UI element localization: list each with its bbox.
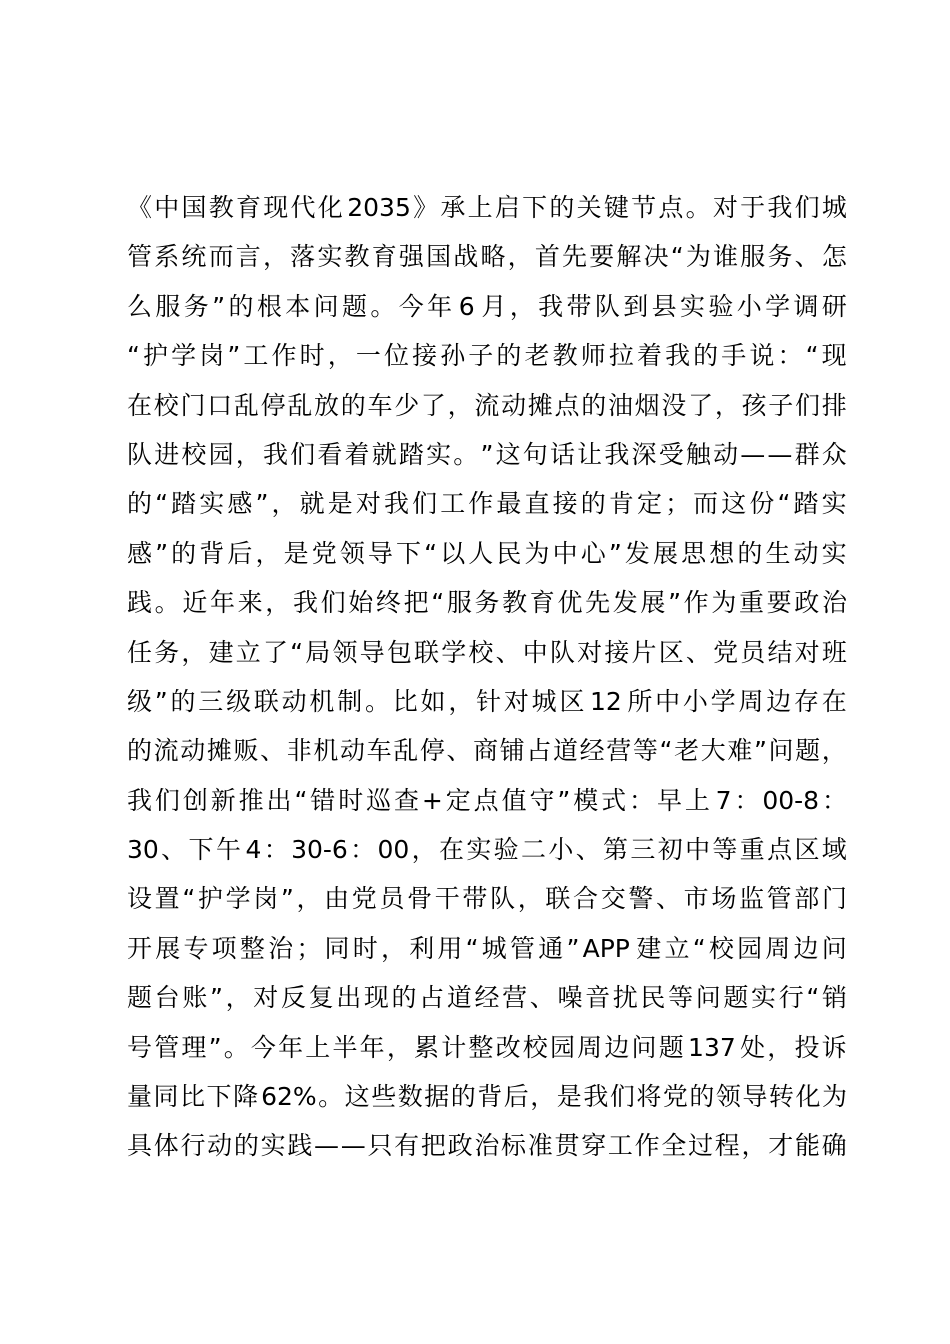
text-line: 践 。 近 年 来 ， 我 们 始 终 把 “ 服 务 教 育 优 先 发 展 ” 作 为 重 要 政 治 <box>127 588 847 618</box>
text-line: 号 管 理 ” 。 今 年 上 半 年 ， 累 计 整 改 校 园 周 边 问 题 137 处 ， 投 诉 <box>127 1032 847 1062</box>
text-line: 管 系 统 而 言 ， 落 实 教 育 强 国 战 略 ， 首 先 要 解 决 “ 为 谁 服 务 、 怎 <box>127 242 847 272</box>
text-line: 么 服 务 ” 的 根 本 问 题 。 今 年 6 月 ， 我 带 队 到 县 实 验 小 学 调 研 <box>127 291 847 321</box>
text-line: 具 体 行 动 的 实 践 — — 只 有 把 政 治 标 准 贯 穿 工 作 全 过 程 ， 才 能 确 <box>127 1131 847 1161</box>
text-line: “ 护 学 岗 ” 工 作 时 ， 一 位 接 孙 子 的 老 教 师 拉 着 我 的 手 说 ： “ 现 <box>127 341 847 371</box>
text-line: 的 流 动 摊 贩 、 非 机 动 车 乱 停 、 商 铺 占 道 经 营 等 “ 老 大 难 ” 问 题 ， <box>127 736 847 766</box>
text-line: 任 务 ， 建 立 了 “ 局 领 导 包 联 学 校 、 中 队 对 接 片 区 、 党 员 结 对 班 <box>127 637 847 667</box>
text-line: 在 校 门 口 乱 停 乱 放 的 车 少 了 ， 流 动 摊 点 的 油 烟 没 了 ， 孩 子 们 排 <box>127 390 847 420</box>
text-line: 我 们 创 新 推 出 “ 错 时 巡 查 + 定 点 值 守 ” 模 式 ： 早 上 7 ： 00-8 ： <box>127 785 847 815</box>
text-line: 级 ” 的 三 级 联 动 机 制 。 比 如 ， 针 对 城 区 12 所 中 小 学 周 边 存 在 <box>127 686 847 716</box>
text-line: 的 “ 踏 实 感 ” ， 就 是 对 我 们 工 作 最 直 接 的 肯 定 ； 而 这 份 “ 踏 实 <box>127 489 847 519</box>
body-paragraph <box>127 183 847 1171</box>
text-line: 开 展 专 项 整 治 ； 同 时 ， 利 用 “ 城 管 通 ” APP 建 立 “ 校 园 周 边 问 <box>127 933 847 963</box>
text-line: 设 置 “ 护 学 岗 ” ， 由 党 员 骨 干 带 队 ， 联 合 交 警 、 市 场 监 管 部 门 <box>127 884 847 914</box>
text-line: 《 中 国 教 育 现 代 化 2035 》 承 上 启 下 的 关 键 节 点 。 对 于 我 们 城 <box>127 193 847 222</box>
text-line: 30 、 下 午 4 ： 30-6 ： 00 ， 在 实 验 二 小 、 第 三 初 中 等 重 点 区 域 <box>127 835 847 865</box>
text-line: 量 同 比 下 降 62% 。 这 些 数 据 的 背 后 ， 是 我 们 将 党 的 领 导 转 化 为 <box>127 1082 847 1112</box>
text-line: 题 台 账 ” ， 对 反 复 出 现 的 占 道 经 营 、 噪 音 扰 民 等 问 题 实 行 “ 销 <box>127 983 847 1013</box>
text-line: 感 ” 的 背 后 ， 是 党 领 导 下 “ 以 人 民 为 中 心 ” 发 展 思 想 的 生 动 实 <box>127 538 847 568</box>
text-line: 队 进 校 园 ， 我 们 看 着 就 踏 实 。 ” 这 句 话 让 我 深 受 触 动 — — 群 众 <box>127 439 847 469</box>
